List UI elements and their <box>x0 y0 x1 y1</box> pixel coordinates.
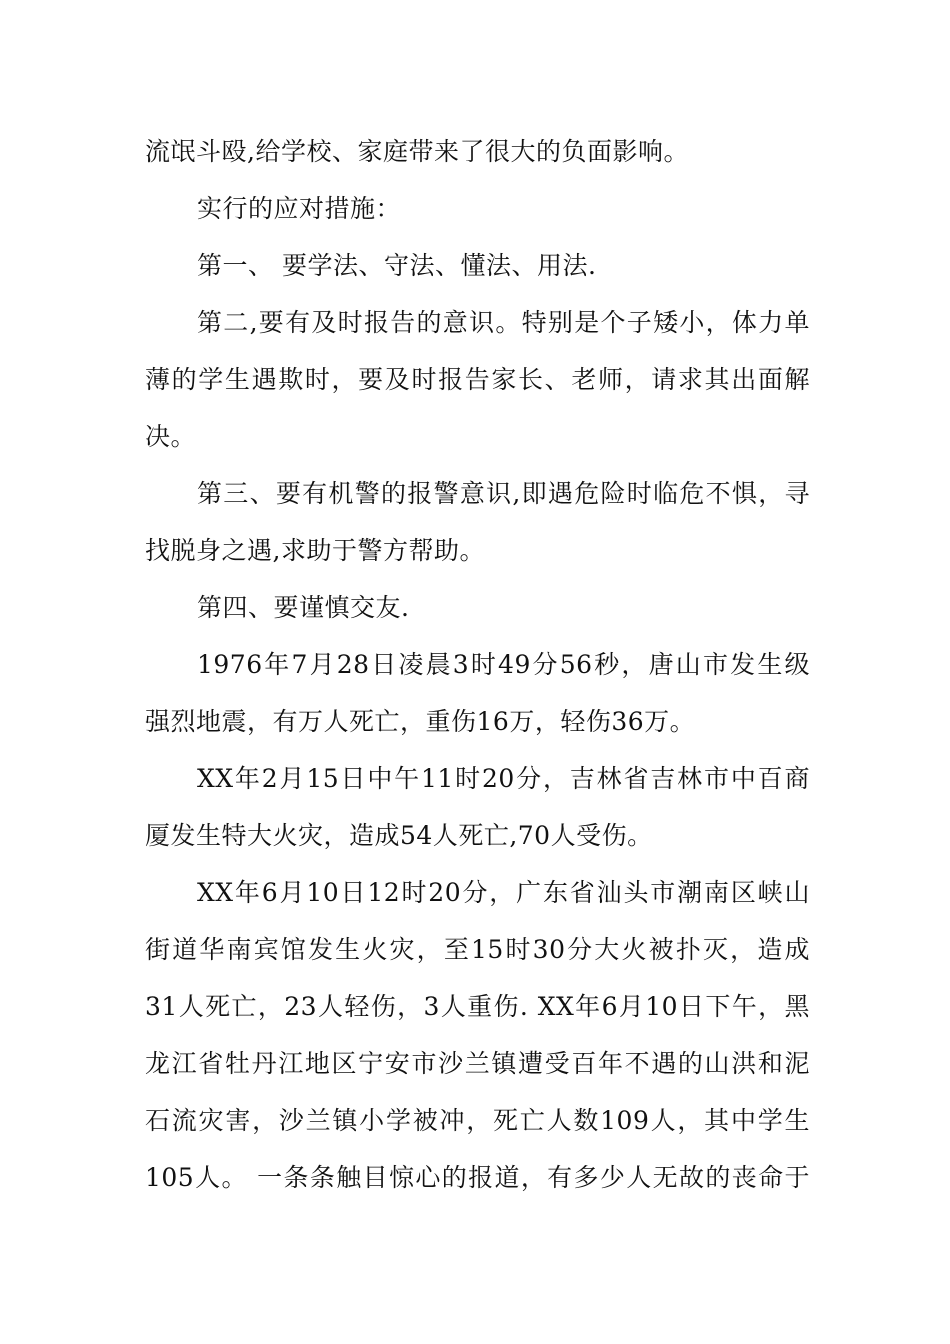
text-line: 薄的学生遇欺时，要及时报告家长、老师，请求其出面解 <box>145 365 810 394</box>
text-line: 厦发生特大火灾，造成54人死亡,70人受伤。 <box>145 821 653 850</box>
text-line: 龙江省牡丹江地区宁安市沙兰镇遭受百年不遇的山洪和泥 <box>145 1049 810 1078</box>
text-line: 决。 <box>145 422 197 451</box>
text-line: 实行的应对措施： <box>197 194 402 223</box>
text-line: XX年6月10日12时20分，广东省汕头市潮南区峡山 <box>197 878 810 907</box>
text-line: 105人。 一条条触目惊心的报道，有多少人无故的丧命于 <box>145 1163 810 1192</box>
text-line: 1976年7月28日凌晨3时49分56秒，唐山市发生级 <box>197 650 810 679</box>
text-line: 强烈地震，有万人死亡，重伤16万，轻伤36万。 <box>145 707 696 736</box>
text-line: XX年2月15日中午11时20分，吉林省吉林市中百商 <box>197 764 810 793</box>
text-line: 第三、要有机警的报警意识,即遇危险时临危不惧，寻 <box>197 479 810 508</box>
text-line: 第四、要谨慎交友. <box>197 593 410 622</box>
text-line: 第一、 要学法、守法、懂法、用法. <box>197 251 597 280</box>
text-line: 石流灾害，沙兰镇小学被冲，死亡人数109人，其中学生 <box>145 1106 810 1135</box>
text-line: 找脱身之遇,求助于警方帮助。 <box>145 536 485 565</box>
text-line: 31人死亡，23人轻伤，3人重伤. XX年6月10日下午，黑 <box>145 992 810 1021</box>
text-line: 流氓斗殴,给学校、家庭带来了很大的负面影响。 <box>145 137 689 166</box>
text-line: 街道华南宾馆发生火灾，至15时30分大火被扑灭，造成 <box>145 935 810 964</box>
text-line: 第二,要有及时报告的意识。特别是个子矮小，体力单 <box>197 308 810 337</box>
